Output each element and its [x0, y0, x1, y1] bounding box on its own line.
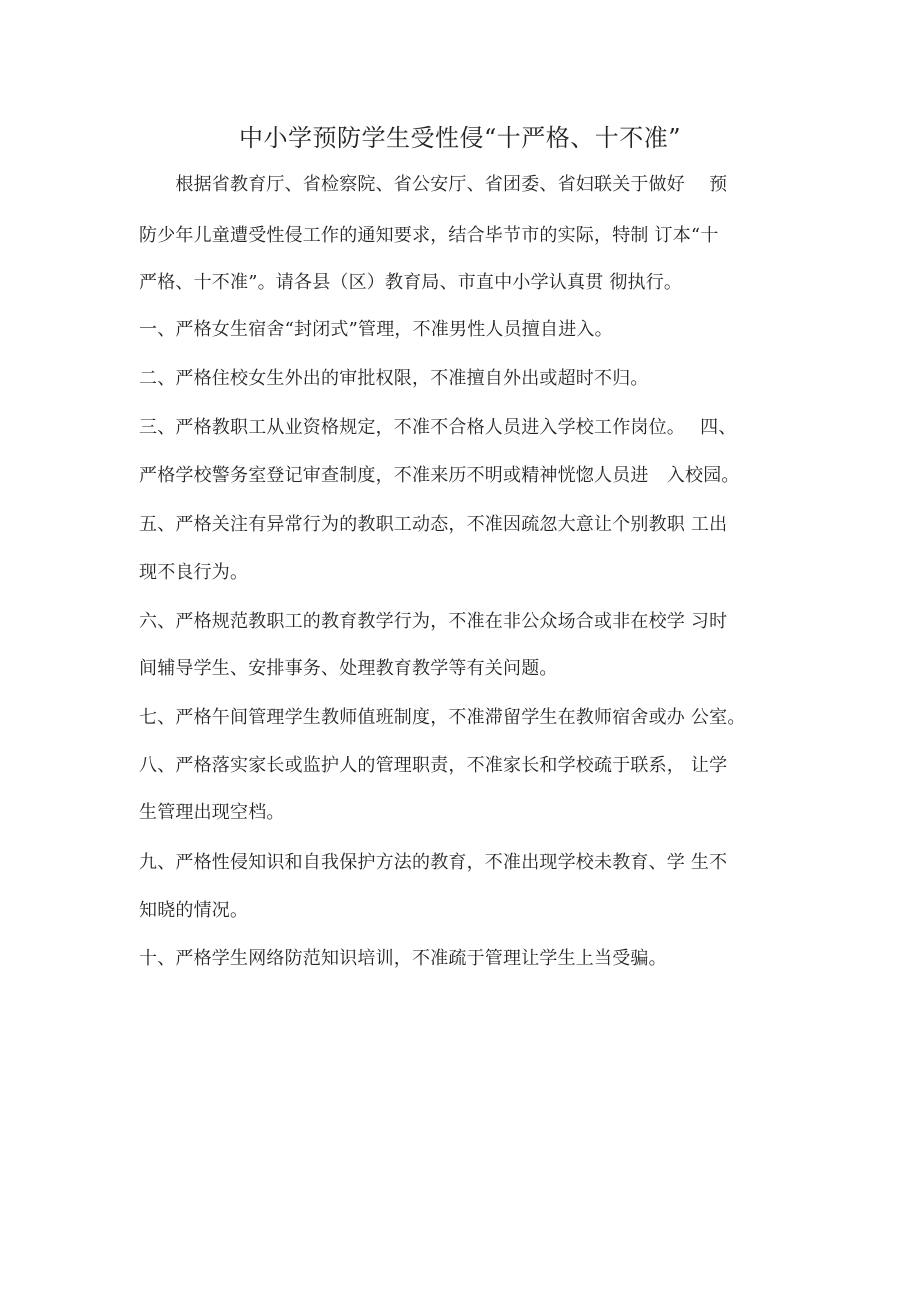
rule-item-4: 严格学校警务室登记审查制度，不准来历不明或精神恍惚人员进 入校园。: [139, 465, 740, 486]
rule-item-6-cont: 间辅导学生、安排事务、处理教育教学等有关问题。: [139, 658, 558, 679]
rule-item-8-cont: 生管理出现空档。: [139, 802, 285, 823]
rule-item-5-cont: 现不良行为。: [139, 562, 249, 583]
rule-item-10: 十、严格学生网络防范知识培训，不准疏于管理让学生上当受骗。: [139, 948, 667, 969]
rule-item-9-cont: 知晓的情况。: [139, 900, 249, 921]
paragraph-line: 防少年儿童遭受性侵工作的通知要求，结合毕节市的实际，特制 订本“十: [139, 225, 719, 246]
rule-item-5: 五、严格关注有异常行为的教职工动态，不准因疏忽大意让个别教职 工出: [139, 514, 728, 535]
rule-item-6: 六、严格规范教职工的教育教学行为，不准在非公众场合或非在校学 习时: [139, 611, 728, 632]
rule-item-8: 八、严格落实家长或监护人的管理职责，不准家长和学校疏于联系， 让学: [139, 755, 728, 776]
rule-item-7: 七、严格午间管理学生教师值班制度，不准滞留学生在教师宿舍或办 公室。: [139, 707, 746, 728]
rule-item-3: 三、严格教职工从业资格规定，不准不合格人员进入学校工作岗位。 四、: [139, 417, 737, 438]
paragraph-line: 根据省教育厅、省检察院、省公安厅、省团委、省妇联关于做好 预: [139, 174, 728, 195]
rule-item-2: 二、严格住校女生外出的审批权限，不准擅自外出或超时不归。: [139, 368, 649, 389]
document-title: 中小学预防学生受性侵“十严格、十不准”: [238, 124, 682, 152]
paragraph-line: 严格、十不准”。请各县（区）教育局、市直中小学认真贯 彻执行。: [139, 272, 683, 293]
rule-item-9: 九、严格性侵知识和自我保护方法的教育，不准出现学校未教育、学 生不: [139, 852, 728, 873]
rule-item-1: 一、严格女生宿舍“封闭式”管理，不准男性人员擅自进入。: [139, 319, 613, 340]
